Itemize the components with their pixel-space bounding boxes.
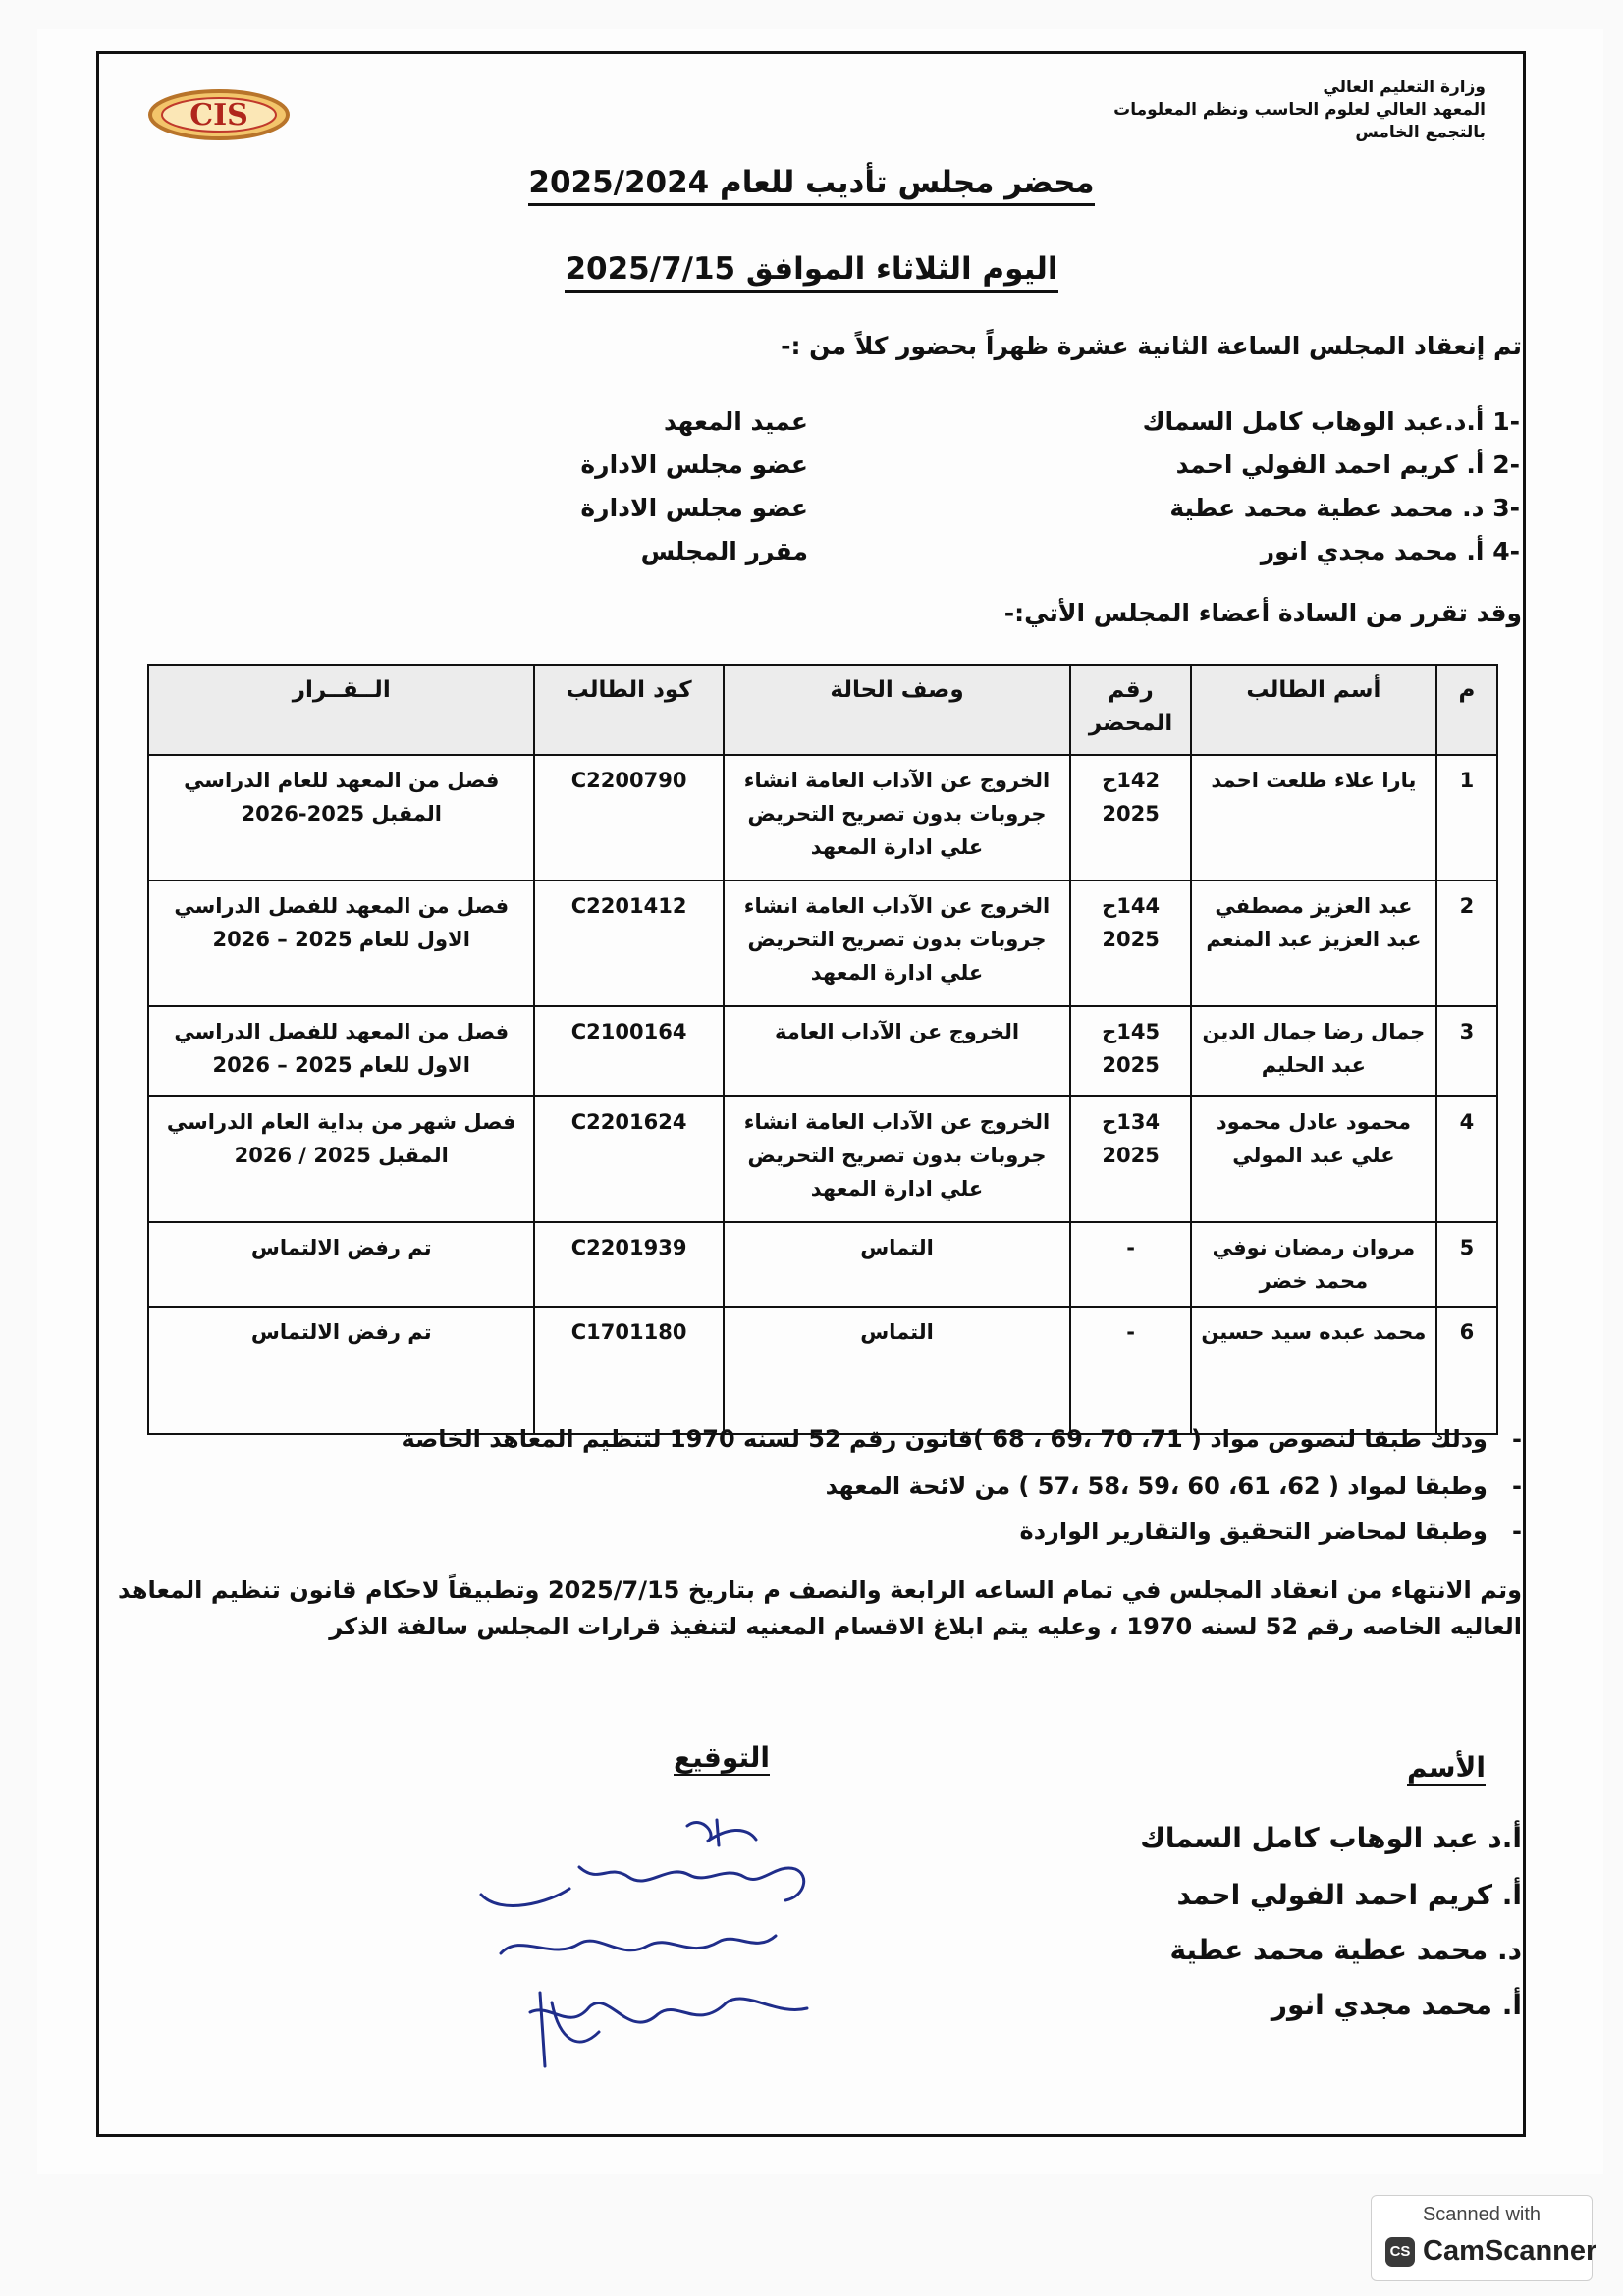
- title-text: محضر مجلس تأديب للعام 2025/2024: [528, 165, 1094, 206]
- cell-name: يارا علاء طلعت احمد: [1191, 755, 1436, 881]
- cell-desc: التماس: [724, 1307, 1071, 1434]
- date-text: اليوم الثلاثاء الموافق 2025/7/15: [565, 251, 1057, 293]
- bullet-text: وطبقا لمواد ( 62، 61، 60 ،59 ،58 ،57 ) من لائحة المعهد: [825, 1472, 1488, 1500]
- svg-text:CIS: CIS: [189, 98, 248, 133]
- cell-desc: الخروج عن الآداب العامة انشاء جروبات بدون تصريح التحريض علي ادارة المعهد: [724, 755, 1071, 881]
- cell-no: 2: [1436, 881, 1497, 1006]
- disciplinary-table: [147, 664, 1498, 1435]
- col-header-name: أسم الطالب: [1191, 665, 1436, 755]
- cell-no: 4: [1436, 1096, 1497, 1222]
- member-number: -2: [1492, 451, 1520, 479]
- scanned-with-text: Scanned with: [1422, 2204, 1542, 2225]
- cell-code: C1701180: [534, 1307, 723, 1434]
- signatory-name: أ.د عبد الوهاب كامل السماك: [1140, 1822, 1522, 1854]
- signature-label: التوقيع: [674, 1741, 770, 1774]
- member-name: د. محمد عطية محمد عطية: [1169, 494, 1485, 522]
- names-label: الأسم: [1407, 1751, 1486, 1784]
- cell-no: 6: [1436, 1307, 1497, 1434]
- col-header-no: م: [1436, 665, 1497, 755]
- member-3: [1169, 494, 1520, 522]
- handwritten-signatures: [461, 1806, 933, 2101]
- institute-location: بالتجمع الخامس: [1355, 123, 1486, 142]
- cell-no: 3: [1436, 1006, 1497, 1096]
- table-row: [148, 1222, 1497, 1307]
- bullet-mark: -: [1512, 1472, 1522, 1500]
- cell-desc: الخروج عن الآداب العامة انشاء جروبات بدون تصريح التحريض علي ادارة المعهد: [724, 881, 1071, 1006]
- cell-record: 142ح 2025: [1070, 755, 1191, 881]
- cell-name: مروان رمضان نوفي محمد خضر: [1191, 1222, 1436, 1307]
- member-name: أ. كريم احمد الفولي احمد: [1175, 451, 1485, 479]
- camscanner-badge: [1371, 2195, 1597, 2281]
- cis-logo: [145, 86, 293, 143]
- member-number: -1: [1492, 407, 1520, 436]
- cell-code: C2200790: [534, 755, 723, 881]
- cell-decision: فصل من المعهد للفصل الدراسي الاول للعام 2025 – 2026: [148, 881, 534, 1006]
- legal-bullet-2: [826, 1472, 1522, 1500]
- member-number: -4: [1492, 537, 1520, 565]
- cell-decision: فصل من المعهد للفصل الدراسي الاول للعام 2025 – 2026: [148, 1006, 534, 1096]
- signatory-name: أ. محمد مجدي انور: [1271, 1989, 1522, 2021]
- table-row: [148, 1006, 1497, 1096]
- signatory-name: د. محمد عطية محمد عطية: [1169, 1934, 1522, 1966]
- bullet-mark: -: [1512, 1425, 1522, 1453]
- member-4: [1261, 537, 1520, 565]
- cell-desc: الخروج عن الآداب العامة: [724, 1006, 1071, 1096]
- bullet-text: وذلك طبقا لنصوص مواد ( 71، 70 ،69 ، 68 )قانون رقم 52 لسنه 1970 لتنظيم المعاهد الخاصة: [401, 1425, 1488, 1453]
- bullet-mark: -: [1512, 1518, 1522, 1545]
- cell-code: C2201412: [534, 881, 723, 1006]
- col-header-decision: الــقــرار: [148, 665, 534, 755]
- table-header-row: [148, 665, 1497, 755]
- date-line: [0, 251, 1623, 287]
- decision-intro: وقد تقرر من السادة أعضاء المجلس الأتي:-: [1003, 599, 1522, 627]
- cell-code: C2201624: [534, 1096, 723, 1222]
- member-role: عضو مجلس الادارة: [580, 494, 808, 522]
- legal-bullet-3: [1020, 1518, 1522, 1545]
- cell-name: محمد عبده سيد حسين: [1191, 1307, 1436, 1434]
- cell-no: 1: [1436, 755, 1497, 881]
- bullet-text: وطبقا لمحاضر التحقيق والتقارير الواردة: [1019, 1518, 1488, 1545]
- cell-record: 144ح 2025: [1070, 881, 1191, 1006]
- member-2: [1176, 451, 1520, 479]
- table-row: [148, 1307, 1497, 1434]
- col-header-desc: وصف الحالة: [724, 665, 1071, 755]
- cell-decision: فصل من المعهد للعام الدراسي المقبل 2025-2026: [148, 755, 534, 881]
- member-1: [1143, 407, 1520, 436]
- ministry-name: وزارة التعليم العالي: [1323, 78, 1486, 97]
- member-number: -3: [1492, 494, 1520, 522]
- cell-record: 134ح 2025: [1070, 1096, 1191, 1222]
- cell-record: -: [1070, 1222, 1191, 1307]
- cell-no: 5: [1436, 1222, 1497, 1307]
- cell-desc: التماس: [724, 1222, 1071, 1307]
- member-name: أ.د.عبد الوهاب كامل السماك: [1142, 407, 1485, 436]
- cell-code: C2201939: [534, 1222, 723, 1307]
- cell-record: 145ح 2025: [1070, 1006, 1191, 1096]
- signatory-name: أ. كريم احمد الفولي احمد: [1176, 1879, 1522, 1911]
- intro-text: تم إنعقاد المجلس الساعة الثانية عشرة ظهراً بحضور كلاً من :-: [781, 332, 1522, 360]
- header-block: [975, 77, 1486, 144]
- cell-name: عبد العزيز مصطفي عبد العزيز عبد المنعم: [1191, 881, 1436, 1006]
- camscanner-logo-icon: CS: [1385, 2237, 1415, 2267]
- cell-code: C2100164: [534, 1006, 723, 1096]
- table-row: [148, 755, 1497, 881]
- cell-decision: تم رفض الالتماس: [148, 1307, 534, 1434]
- col-header-record: رقم المحضر: [1070, 665, 1191, 755]
- table-row: [148, 1096, 1497, 1222]
- cell-name: محمود عادل محمود علي عبد المولي: [1191, 1096, 1436, 1222]
- closing-paragraph: وتم الانتهاء من انعقاد المجلس في تمام الساعه الرابعة والنصف م بتاريخ 2025/7/15 وتطبيقاً لاحكام قانون تنظيم المعاهد العاليه الخاصه رقم 52 لسنه 1970 ، وعليه يتم ابلاغ الاقسام المعنيه لتنفيذ قرارات المجلس سالفة الذكر: [118, 1576, 1523, 1640]
- legal-bullet-1: [402, 1425, 1522, 1453]
- member-role: مقرر المجلس: [640, 537, 808, 565]
- camscanner-name: CamScanner: [1423, 2235, 1597, 2267]
- cell-record: -: [1070, 1307, 1191, 1434]
- document-title: [0, 165, 1623, 200]
- member-role: عضو مجلس الادارة: [580, 451, 808, 479]
- member-role: عميد المعهد: [664, 407, 808, 436]
- col-header-code: كود الطالب: [534, 665, 723, 755]
- institute-name: المعهد العالي لعلوم الحاسب ونظم المعلومات: [1113, 100, 1486, 120]
- table-row: [148, 881, 1497, 1006]
- cell-decision: فصل شهر من بداية العام الدراسي المقبل 2025 / 2026: [148, 1096, 534, 1222]
- cell-decision: تم رفض الالتماس: [148, 1222, 534, 1307]
- cell-name: جمال رضا جمال الدين عبد الحليم: [1191, 1006, 1436, 1096]
- cell-desc: الخروج عن الآداب العامة انشاء جروبات بدون تصريح التحريض علي ادارة المعهد: [724, 1096, 1071, 1222]
- member-name: أ. محمد مجدي انور: [1260, 537, 1485, 565]
